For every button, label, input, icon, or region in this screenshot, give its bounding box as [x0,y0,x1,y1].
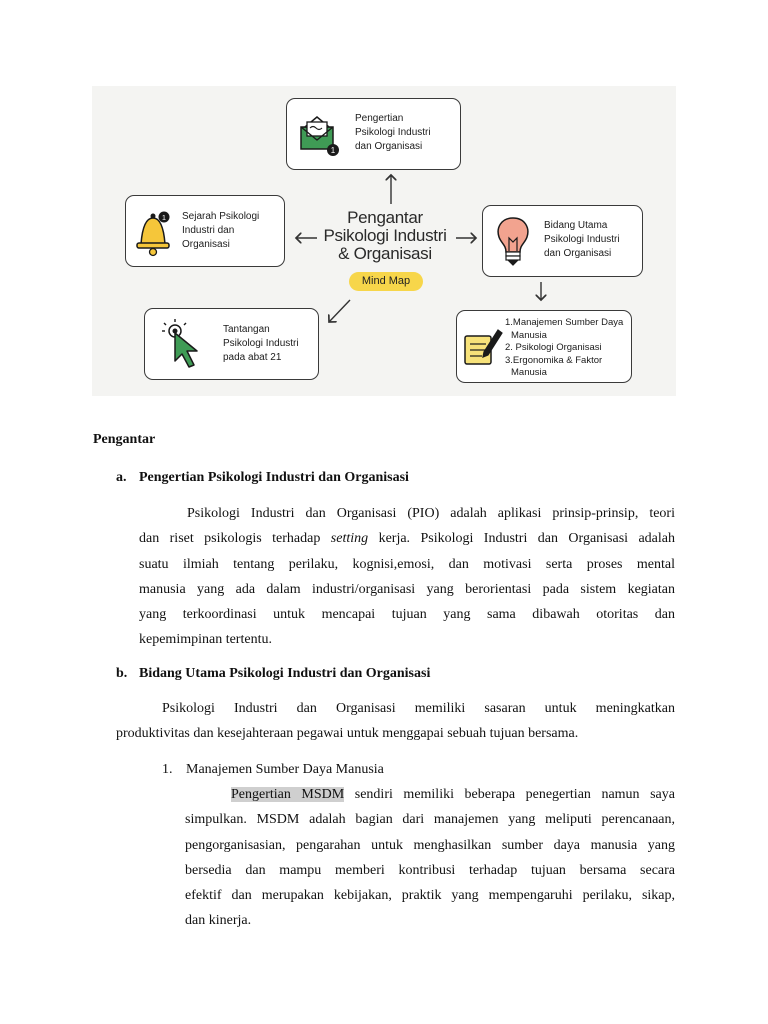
cursor-click-icon [157,317,205,373]
node-bidang-label: Bidang Utama Psikologi Industri dan Organisasi [544,220,620,259]
node-pengertian-label: Pengertian Psikologi Industri dan Organisasi [355,113,431,152]
section-a-heading [116,470,409,486]
svg-text:1: 1 [161,213,167,222]
section-a-paragraph: Psikologi Industri dan Organisasi (PIO) adalah aplikasi prinsip-prinsip, teori dan riset psikologis terhadap setting kerja. Psikologi Industri dan Organisasi adalah suatu ilmiah tentang perilaku, kognisi,emosi, dan motivasi serta proses mental manusia yang ada dalam industri/organisasi yang berorientasi pada sistem kegiatan yang terkoordinasi untuk mencapai tujuan yang sama dibawah otoritas dan kepemimpinan tertentu. [139,506,676,648]
list-item-1-paragraph: Pengertian MSDM sendiri memiliki beberapa penegertian namun saya simpulkan. MSDM adalah bagian dari manajemen yang meliputi perencanaan, pengorganisasian, pengarahan untuk menghasilkan sumber daya manusia yang bersedia dan mampu memberi kontribusi terhadap tujuan bersama secara efektif dan merupakan kebijakan, praktik yang mempengaruhi perilaku, sikap, dan kinerja. [185,787,675,929]
center-title: Pengantar Psikologi Industri & Organisasi [323,208,447,263]
notepad-pen-icon [462,324,504,372]
list-item-1 [162,760,384,780]
node-list-label: 1.Manajemen Sumber Daya Manusia 2. Psikologi Organisasi 3.Ergonomika & Faktor Manusia [505,317,624,378]
section-b-heading [116,666,430,682]
mind-map-badge: Mind Map [349,272,423,291]
arrow-down-left [329,300,350,322]
section-b-marker: b. [116,666,128,681]
node-pengertian [286,98,461,170]
node-sejarah-label: Sejarah Psikologi Industri dan Organisasi [182,211,260,250]
section-a-marker: a. [116,470,127,485]
lightbulb-icon [493,214,533,270]
section-a-title: Pengertian Psikologi Industri dan Organisasi [139,470,409,485]
emphasis-setting: setting [330,531,369,547]
svg-text:1: 1 [330,146,336,155]
node-tantangan-label: Tantangan Psikologi Industri pada abat 21 [223,324,299,363]
bell-icon [131,206,175,258]
node-bidang [482,205,643,277]
section-b-title: Bidang Utama Psikologi Industri dan Organisasi [139,666,431,681]
mind-map-figure [92,86,676,396]
page-heading: Pengantar [93,432,156,447]
list-item-1-title: Manajemen Sumber Daya Manusia [186,762,384,777]
highlight-msdm: Pengertian MSDM [231,787,345,802]
node-tantangan [144,308,319,380]
envelope-icon [297,113,341,161]
section-b-paragraph: Psikologi Industri dan Organisasi memiliki sasaran untuk meningkatkan produktivitas dan kesejahteraan pegawai untuk menggapai sebuah tujuan bersama. [116,701,675,742]
list-item-1-marker: 1. [162,762,173,777]
node-sejarah [125,195,285,267]
node-list [456,310,632,383]
